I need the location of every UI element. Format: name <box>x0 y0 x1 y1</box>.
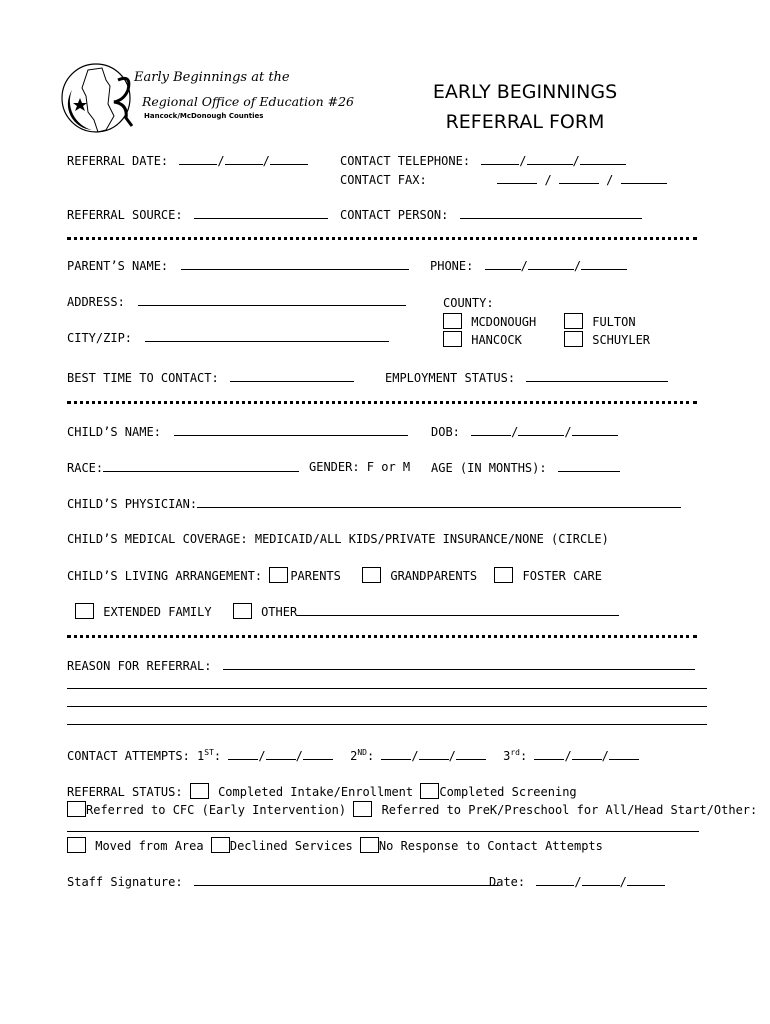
employment-status-label: EMPLOYMENT STATUS: <box>385 371 516 385</box>
contact-person-row <box>340 206 642 223</box>
reason-row <box>67 657 695 674</box>
phone-area-field[interactable] <box>485 257 521 270</box>
county-option-fulton[interactable]: FULTON <box>564 313 636 330</box>
checkbox-icon[interactable] <box>190 783 209 799</box>
signature-date-label: Date: <box>489 875 526 889</box>
attempt-1-suffix: ST <box>204 748 214 757</box>
referral-date-row: REFERRAL DATE: / / <box>67 152 308 169</box>
signature-date-year-field[interactable] <box>627 873 665 886</box>
reason-field-line-2[interactable] <box>67 688 707 689</box>
status-option-moved[interactable]: Moved from Area <box>67 839 204 853</box>
attempt-2-label: 2 <box>350 749 358 763</box>
status-option-completed-intake[interactable]: Completed Intake/Enrollment <box>190 785 413 799</box>
checkbox-icon[interactable] <box>75 603 94 619</box>
logo-line-3: Hancock/McDonough Counties <box>144 112 264 120</box>
contact-telephone-line-field[interactable] <box>580 152 626 165</box>
referral-status-row-2 <box>67 801 757 818</box>
living-arrangement-label: CHILD’S LIVING ARRANGEMENT: <box>67 569 263 583</box>
city-zip-field[interactable] <box>145 329 389 342</box>
race-row <box>67 459 299 476</box>
status-option-no-response[interactable]: No Response to Contact Attempts <box>360 839 603 853</box>
medical-coverage-label: CHILD’S MEDICAL COVERAGE: MEDICAID/ALL KIDS/PRIVATE INSURANCE/NONE (CIRCLE) <box>67 532 609 546</box>
living-other-field[interactable] <box>297 603 619 616</box>
reason-field-line-3[interactable] <box>67 706 707 707</box>
reason-field-line-4[interactable] <box>67 724 707 725</box>
referral-other-field[interactable] <box>67 831 699 832</box>
referral-source-row <box>67 206 328 223</box>
living-option-extended-family[interactable]: EXTENDED FAMILY <box>75 605 212 619</box>
signature-date-day-field[interactable] <box>582 873 620 886</box>
form-title <box>395 80 655 134</box>
city-zip-label: CITY/ZIP: <box>67 331 133 345</box>
phone-prefix-field[interactable] <box>528 257 574 270</box>
status-option-completed-screening[interactable]: Completed Screening <box>420 785 576 799</box>
childs-name-row <box>67 423 408 440</box>
status-option-declined[interactable]: Declined Services <box>211 839 353 853</box>
referral-status-label: REFERRAL STATUS: <box>67 785 183 799</box>
checkbox-icon[interactable] <box>564 313 583 329</box>
contact-fax-area-field[interactable] <box>497 171 537 184</box>
section-divider <box>67 237 697 240</box>
contact-fax-row: CONTACT FAX: / / <box>340 171 667 188</box>
county-label: COUNTY: <box>443 296 494 310</box>
attempt-2-month-field[interactable] <box>381 747 411 760</box>
referral-date-year-field[interactable] <box>270 152 308 165</box>
parents-name-row <box>67 257 409 274</box>
dob-row: DOB: / / <box>431 423 618 440</box>
logo-line-1: Early Beginnings at the <box>134 70 290 85</box>
checkbox-icon[interactable] <box>233 603 252 619</box>
attempt-3-year-field[interactable] <box>609 747 639 760</box>
living-option-grandparents[interactable]: GRANDPARENTS <box>362 569 477 583</box>
physician-field[interactable] <box>197 495 681 508</box>
employment-status-field[interactable] <box>526 369 668 382</box>
checkbox-icon[interactable] <box>269 567 288 583</box>
section-divider <box>67 635 697 638</box>
checkbox-icon[interactable] <box>211 837 230 853</box>
section-divider <box>67 401 697 404</box>
living-option-other[interactable]: OTHER <box>233 605 297 619</box>
age-label: AGE (IN MONTHS): <box>431 461 547 475</box>
gender-label: GENDER: F or M <box>309 460 411 474</box>
parents-name-field[interactable] <box>181 257 409 270</box>
contact-person-label: CONTACT PERSON: <box>340 208 449 222</box>
checkbox-icon[interactable] <box>362 567 381 583</box>
checkbox-icon[interactable] <box>443 313 462 329</box>
attempt-3-label: 3 <box>503 749 511 763</box>
phone-line-field[interactable] <box>581 257 627 270</box>
best-time-field[interactable] <box>230 369 354 382</box>
race-label: RACE: <box>67 461 104 475</box>
signature-date-row: Date: / / <box>489 873 665 890</box>
contact-attempts-label: CONTACT ATTEMPTS: 1 <box>67 749 205 763</box>
race-field[interactable] <box>103 459 299 472</box>
checkbox-icon[interactable] <box>564 331 583 347</box>
phone-label: PHONE: <box>430 259 474 273</box>
childs-name-label: CHILD’S NAME: <box>67 425 161 439</box>
attempt-3-day-field[interactable] <box>572 747 602 760</box>
referral-source-label: REFERRAL SOURCE: <box>67 208 183 222</box>
living-arrangement-row <box>67 567 602 584</box>
address-row <box>67 293 406 310</box>
city-zip-row <box>67 329 389 346</box>
living-option-parents[interactable]: PARENTS <box>269 569 341 583</box>
contact-fax-prefix-field[interactable] <box>559 171 599 184</box>
contact-telephone-label: CONTACT TELEPHONE: <box>340 154 471 168</box>
attempt-2-day-field[interactable] <box>419 747 449 760</box>
dob-day-field[interactable] <box>518 423 564 436</box>
attempt-3-month-field[interactable] <box>534 747 564 760</box>
phone-row: PHONE: / / <box>430 257 627 274</box>
address-label: ADDRESS: <box>67 295 125 309</box>
contact-fax-label: CONTACT FAX: <box>340 173 427 187</box>
checkbox-icon[interactable] <box>67 801 86 817</box>
contact-telephone-row: CONTACT TELEPHONE: / / <box>340 152 626 169</box>
employment-status-row <box>385 369 668 386</box>
dob-month-field[interactable] <box>471 423 511 436</box>
checkbox-icon[interactable] <box>443 331 462 347</box>
reason-field-line-1[interactable] <box>223 657 695 670</box>
logo-line-2: Regional Office of Education #26 <box>142 94 354 109</box>
attempt-1-year-field[interactable] <box>303 747 333 760</box>
checkbox-icon[interactable] <box>353 801 372 817</box>
attempt-2-suffix: ND <box>357 748 367 757</box>
attempt-1-day-field[interactable] <box>266 747 296 760</box>
dob-label: DOB: <box>431 425 460 439</box>
contact-telephone-prefix-field[interactable] <box>527 152 573 165</box>
referral-date-month-field[interactable] <box>179 152 217 165</box>
attempt-2-year-field[interactable] <box>456 747 486 760</box>
referral-date-label: REFERRAL DATE: <box>67 154 169 168</box>
staff-signature-row <box>67 873 498 890</box>
county-option-hancock[interactable]: HANCOCK <box>443 331 522 348</box>
referral-source-field[interactable] <box>194 206 328 219</box>
checkbox-icon[interactable] <box>67 837 86 853</box>
county-option-schuyler[interactable]: SCHUYLER <box>564 331 650 348</box>
attempt-1-month-field[interactable] <box>228 747 258 760</box>
status-option-referred-cfc[interactable]: Referred to CFC (Early Intervention) <box>67 803 346 817</box>
contact-person-field[interactable] <box>460 206 642 219</box>
living-arrangement-row-2 <box>75 603 619 620</box>
age-row <box>431 459 620 476</box>
staff-signature-label: Staff Signature: <box>67 875 183 889</box>
title-line-2: REFERRAL FORM <box>445 111 605 133</box>
best-time-label: BEST TIME TO CONTACT: <box>67 371 219 385</box>
contact-fax-line-field[interactable] <box>621 171 667 184</box>
living-option-foster-care[interactable]: FOSTER CARE <box>494 569 602 583</box>
age-field[interactable] <box>558 459 620 472</box>
referral-date-day-field[interactable] <box>225 152 263 165</box>
checkbox-icon[interactable] <box>420 783 439 799</box>
physician-label: CHILD’S PHYSICIAN: <box>67 497 198 511</box>
childs-name-field[interactable] <box>174 423 408 436</box>
county-option-mcdonough[interactable]: MCDONOUGH <box>443 313 536 330</box>
best-time-row <box>67 369 354 386</box>
attempt-3-suffix: rd <box>510 748 520 757</box>
dob-year-field[interactable] <box>572 423 618 436</box>
logo-emblem-icon <box>58 60 138 140</box>
logo <box>58 60 354 140</box>
staff-signature-field[interactable] <box>194 873 498 886</box>
checkbox-icon[interactable] <box>494 567 513 583</box>
referral-status-row <box>67 783 577 800</box>
referral-status-row-3 <box>67 837 603 854</box>
contact-attempts-row: CONTACT ATTEMPTS: 1ST: / / 2ND: / / 3rd: / / <box>67 747 639 764</box>
status-option-referred-prek[interactable]: Referred to PreK/Preschool for All/Head Start/Other: <box>353 803 757 817</box>
checkbox-icon[interactable] <box>360 837 379 853</box>
parents-name-label: PARENT’S NAME: <box>67 259 169 273</box>
physician-row <box>67 495 681 512</box>
reason-label: REASON FOR REFERRAL: <box>67 659 212 673</box>
address-field[interactable] <box>138 293 406 306</box>
title-line-1: EARLY BEGINNINGS <box>432 81 618 103</box>
contact-telephone-area-field[interactable] <box>481 152 519 165</box>
signature-date-month-field[interactable] <box>536 873 574 886</box>
